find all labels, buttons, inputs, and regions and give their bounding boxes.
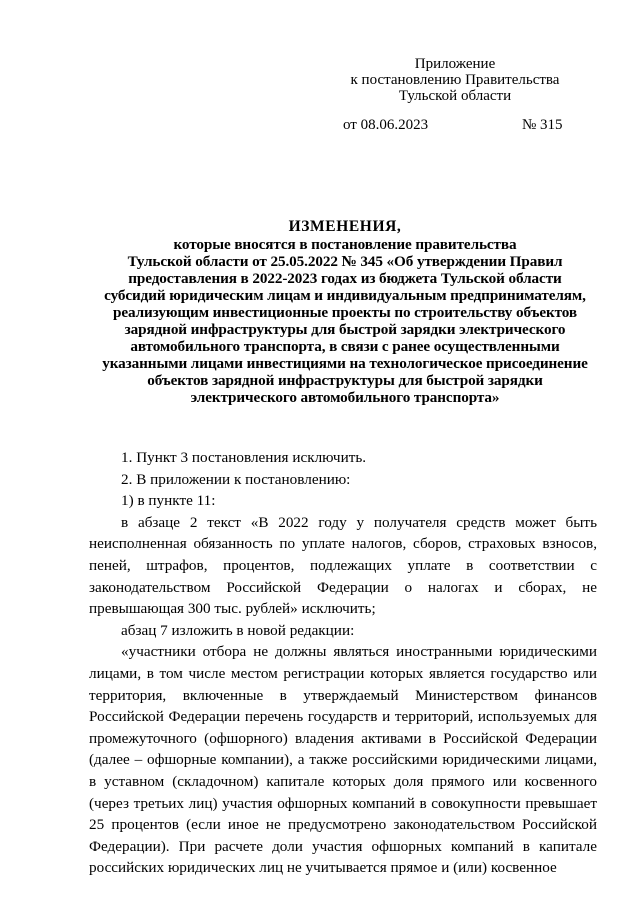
paragraph-abzac-2: в абзаце 2 текст «В 2022 году у получателя средств может быть неисполненная обязанность по уплате налогов, сборов, страховых взносов, пеней, штрафов, процентов, подлежащих уплате в соответствии с законодательством Российской Федерации о налогах и сборах, не превышающая 300 тыс. рублей» исключить; [89, 513, 597, 618]
heading-line: субсидий юридическим лицам и индивидуальным предпринимателям, [104, 287, 586, 304]
heading-line: электрического автомобильного транспорта» [190, 389, 500, 406]
document-body [89, 447, 597, 879]
paragraph-abzac-7: абзац 7 изложить в новой редакции: [121, 621, 355, 639]
heading-line: зарядной инфраструктуры для быстрой зарядки электрического [124, 321, 566, 338]
heading-line: объектов зарядной инфраструктуры для быстрой зарядки [147, 372, 543, 389]
paragraph-subitem-1: 1) в пункте 11: [121, 492, 216, 510]
heading-line: указанными лицами инвестициями на технологическое присоединение [102, 355, 588, 372]
paragraph-item-1: 1. Пункт 3 постановления исключить. [121, 449, 367, 466]
annex-line-1: Приложение [414, 56, 496, 72]
annex-line-3: Тульской области [398, 88, 512, 104]
heading-title: ИЗМЕНЕНИЯ, [288, 218, 402, 235]
decree-number: № 315 [522, 117, 563, 133]
document-heading [80, 218, 610, 406]
heading-line: реализующим инвестиционные проекты по строительству объектов [112, 304, 578, 321]
annex-line-2: к постановлению Правительства [350, 72, 560, 88]
heading-line: предоставления в 2022-2023 годах из бюджета Тульской области [128, 270, 562, 287]
annex-header [330, 56, 580, 104]
heading-line: автомобильного транспорта, в связи с ранее осуществленными [130, 338, 560, 355]
paragraph-new-wording: «участники отбора не должны являться иностранными юридическими лицами, в том числе местом регистрации которых является государство или территория, включенные в утверждаемый Министерством финансов Российской Федерации перечень государств и территорий, используемых для промежуточного (офшорного) владения активами в Российской Федерации (далее – офшорные компании), а также российскими юридическими лицами, в уставном (складочном) капитале которых доля прямого или косвенного (через третьих лиц) участия офшорных компаний в совокупности превышает 25 процентов (если иное не предусмотрено законодательством Российской Федерации). При расчете доли участия офшорных компаний в капитале российских юридических лиц не учитывается прямое и (или) косвенное [89, 643, 597, 877]
heading-line: Тульской области от 25.05.2022 № 345 «Об утверждении Правил [127, 253, 563, 270]
heading-line: которые вносятся в постановление правительства [173, 236, 517, 253]
decree-date: от 08.06.2023 [343, 117, 429, 133]
paragraph-item-2: 2. В приложении к постановлению: [121, 470, 351, 488]
